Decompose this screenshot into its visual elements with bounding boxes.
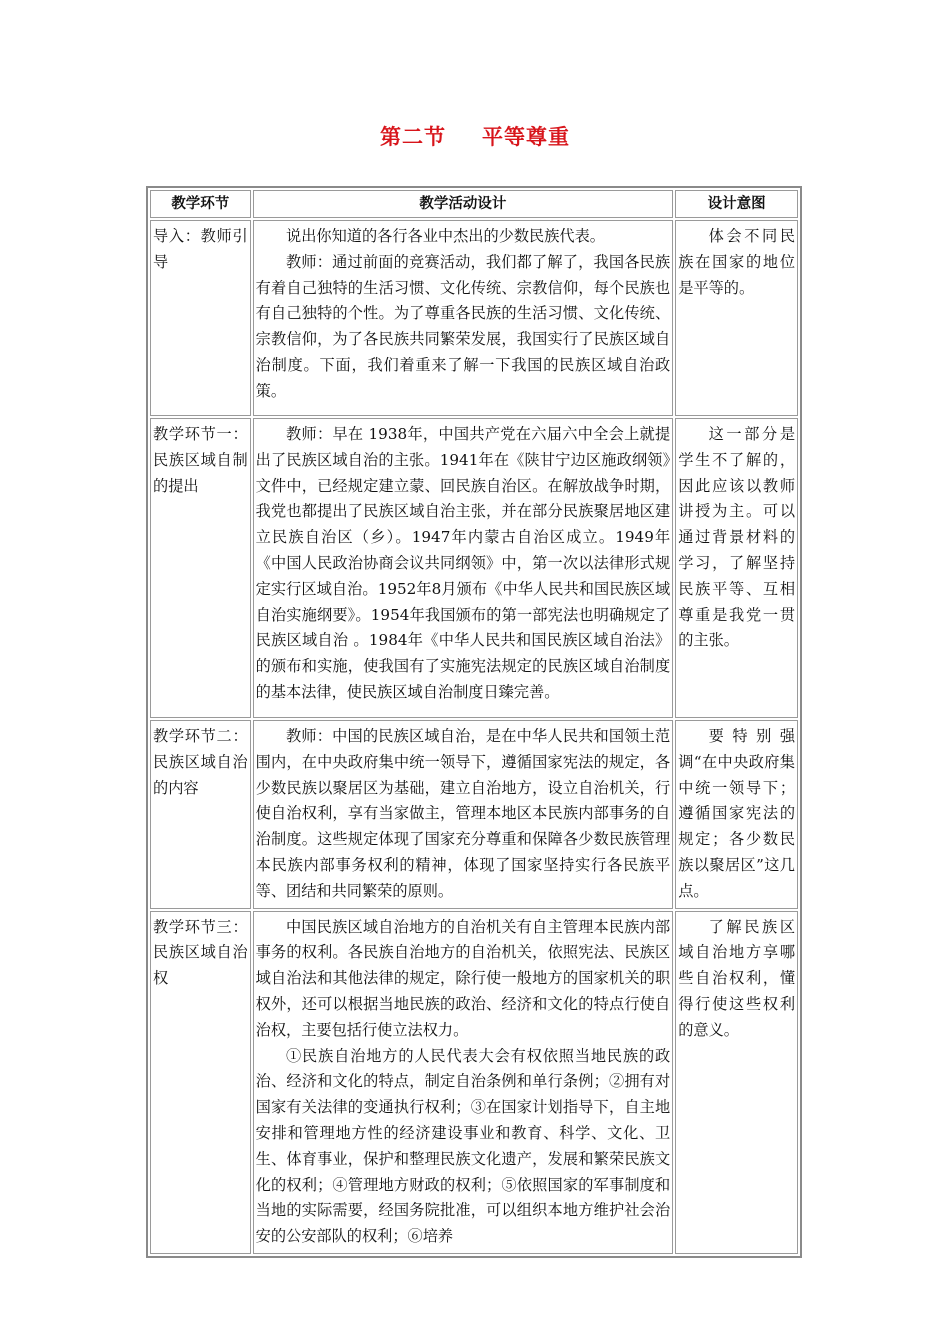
title-topic: 平等尊重 [482,125,570,149]
activity-cell: 说出你知道的各行各业中杰出的少数民族代表。 教师：通过前面的竞赛活动，我们都了解了，我国各民族有着自己独特的生活习惯、文化传统、宗教信仰，每个民族也有自己独特的个性。为了尊重各民族的生活习惯、文化传统、宗教信仰，为了各民族共同繁荣发展，我国实行了民族区域自治制度。下面，我们着重来了解一下我国的民族区域自治政策。 [253,220,674,416]
activity-cell: 教师：中国的民族区域自治，是在中华人民共和国领土范围内，在中央政府集中统一领导下，遵循国家宪法的规定，各少数民族以聚居区为基础，建立自治地方，设立自治机关，行使自治权利，享有当家做主，管理本地区本民族内部事务的自治制度。这些规定体现了国家充分尊重和保障各少数民族管理本民族内部事务权利的精神，体现了国家坚持实行各民族平等、团结和共同繁荣的原则。 [253,720,674,909]
stage-cell: 教学环节一：民族区域自制的提出 [150,418,251,718]
activity-cell: 中国民族区域自治地方的自治机关有自主管理本民族内部事务的权利。各民族自治地方的自治机关，依照宪法、民族区域自治法和其他法律的规定，除行使一般地方的国家机关的职权外，还可以根据当地民族的政治、经济和文化的特点行使自治权，主要包括行使立法权力。 ①民族自治地方的人民代表大会有权依照当地民族的政治、经济和文化的特点，制定自治条例和单行条例；②拥有对国家有关法律的变通执行权利；③在国家计划指导下，自主地安排和管理地方性的经济建设事业和教育、科学、文化、卫生、体育事业，保护和整理民族文化遗产，发展和繁荣民族文化的权利；④管理地方财政的权利；⑤依照国家的军事制度和当地的实际需要，经国务院批准，可以组织本地方维护社会治安的公安部队的权利；⑥培养 [253,911,674,1254]
lesson-plan-table [146,186,802,1258]
intent-cell: 这一部分是学生不了解的，因此应该以教师讲授为主。可以通过背景材料的学习，了解坚持民族平等、互相尊重是我党一贯的主张。 [675,418,798,718]
intent-cell: 要特别强调“在中央政府集中统一领导下；遵循国家宪法的规定；各少数民族以聚居区”这几点。 [675,720,798,909]
table-row [150,220,798,416]
intent-cell: 体会不同民族在国家的地位是平等的。 [675,220,798,416]
header-intent: 设计意图 [675,190,798,218]
title-section: 第二节 [380,125,446,149]
table-row [150,720,798,909]
stage-cell: 教学环节二：民族区域自治的内容 [150,720,251,909]
table-row [150,418,798,718]
table-header-row [150,190,798,218]
page-title [0,121,950,151]
intent-cell: 了解民族区域自治地方享哪些自治权利，懂得行使这些权利的意义。 [675,911,798,1254]
stage-cell: 导入：教师引导 [150,220,251,416]
activity-cell: 教师：早在 1938年，中国共产党在六届六中全会上就提出了民族区域自治的主张。1941年在《陕甘宁边区施政纲领》文件中，已经规定建立蒙、回民族自治区。在解放战争时期，我党也都提出了民族区域自治主张，并在部分民族聚居地区建立民族自治区（乡）。1947年内蒙古自治区成立。1949年《中国人民政治协商会议共同纲领》中，第一次以法律形式规定实行区域自治。1952年8月颁布《中华人民共和国民族区域自治实施纲要》。1954年我国颁布的第一部宪法也明确规定了民族区域自治 。1984年《中华人民共和国民族区域自治法》的颁布和实施，使我国有了实施宪法规定的民族区域自治制度的基本法律，使民族区域自治制度日臻完善。 [253,418,674,718]
table-row [150,911,798,1254]
header-stage: 教学环节 [150,190,251,218]
stage-cell: 教学环节三：民族区域自治权 [150,911,251,1254]
header-activity: 教学活动设计 [253,190,674,218]
